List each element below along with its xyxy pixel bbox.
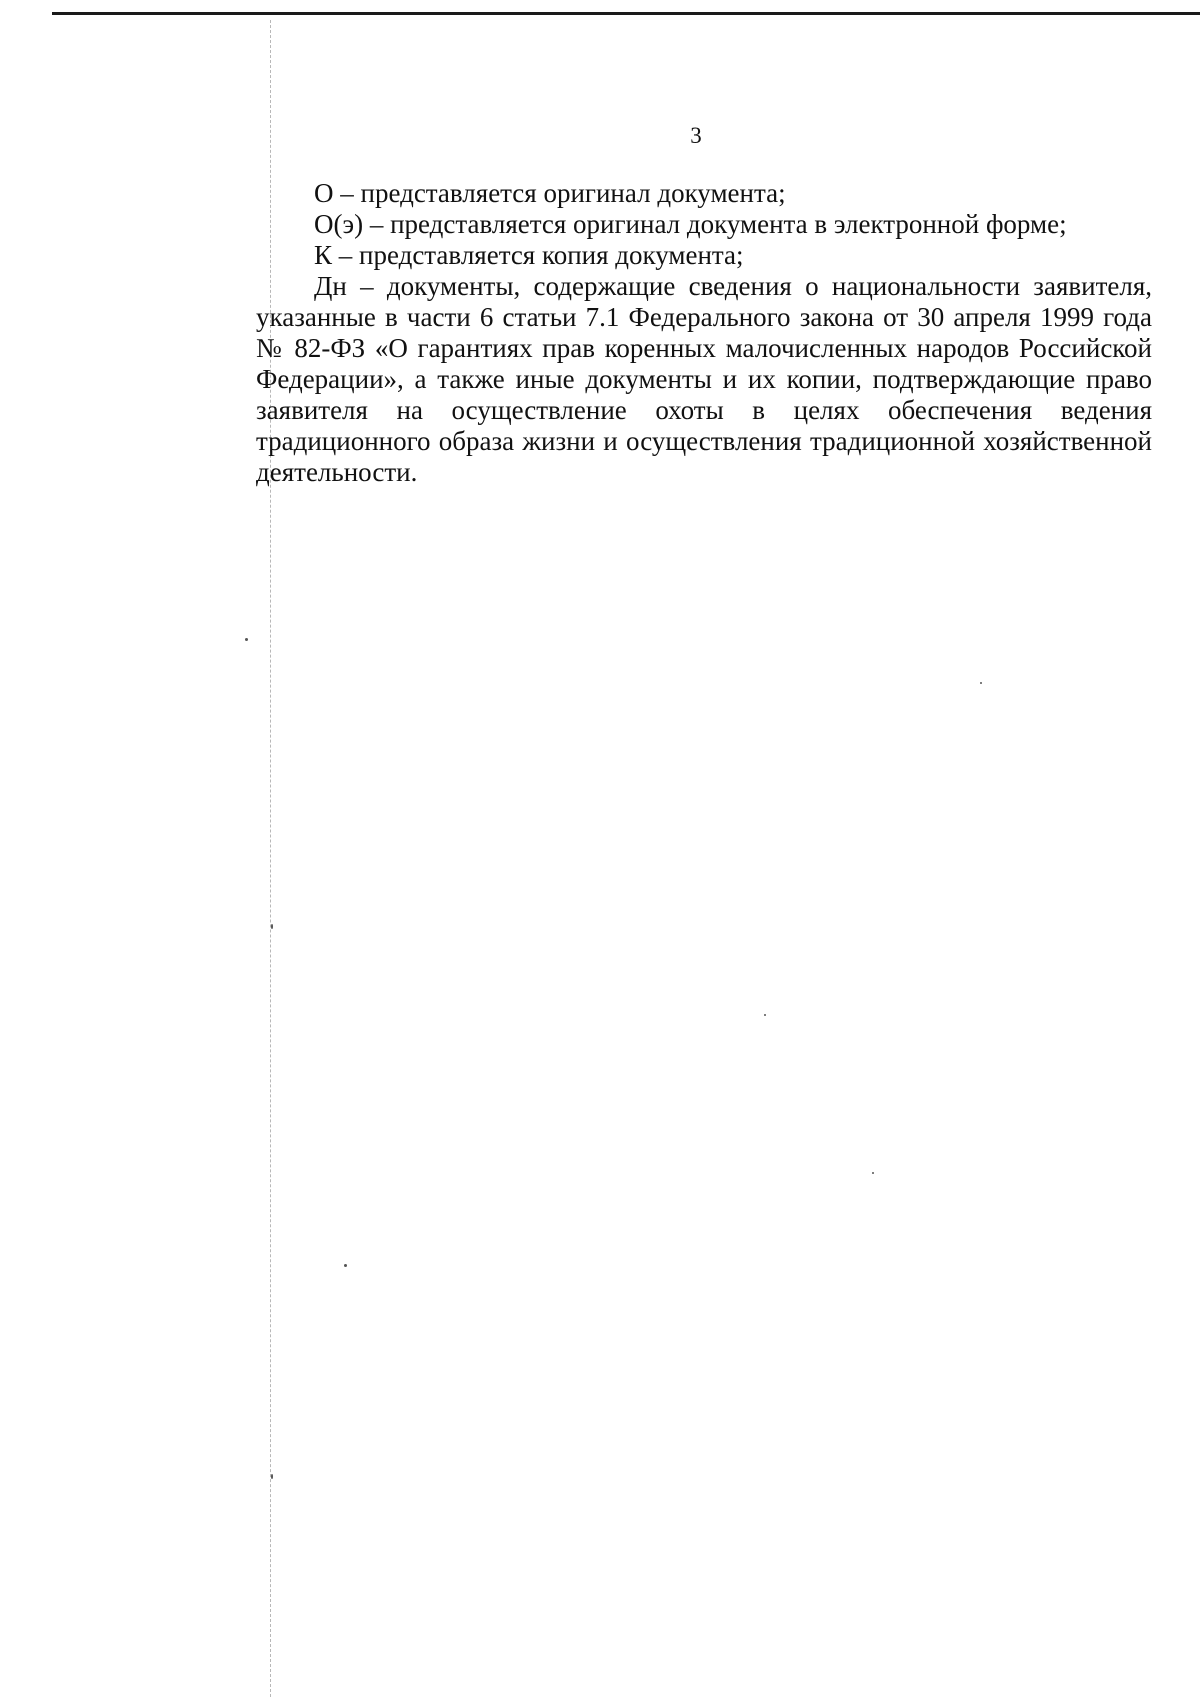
scan-speck: [980, 682, 982, 684]
scan-speck: [245, 638, 248, 641]
scan-speck: [271, 1474, 273, 1479]
scan-speck: [764, 1014, 766, 1016]
scan-speck: [872, 1172, 874, 1174]
top-border-line: [52, 12, 1200, 15]
legend-nationality-documents: Дн – документы, содержащие сведения о национальности заявителя, указанные в части 6 статьи 7.1 Федерального закона от 30 апреля 1999 года № 82-ФЗ «О гарантиях прав коренных малочисленных народов Российской Федерации», а также иные документы и их копии, подтверждающие право заявителя на осуществление охоты в целях обеспечения ведения традиционного образа жизни и осуществления традиционной хозяйственной деятельности.: [256, 271, 1152, 487]
legend-copy: К – представляется копия документа;: [314, 240, 744, 270]
scan-speck: [271, 924, 273, 929]
legend-original-electronic: О(э) – представляется оригинал документа в электронной форме;: [314, 209, 1067, 239]
page-number: 3: [690, 123, 702, 148]
scan-speck: [344, 1264, 347, 1267]
legend-original: О – представляется оригинал документа;: [314, 178, 786, 208]
document-body: [256, 178, 1152, 488]
